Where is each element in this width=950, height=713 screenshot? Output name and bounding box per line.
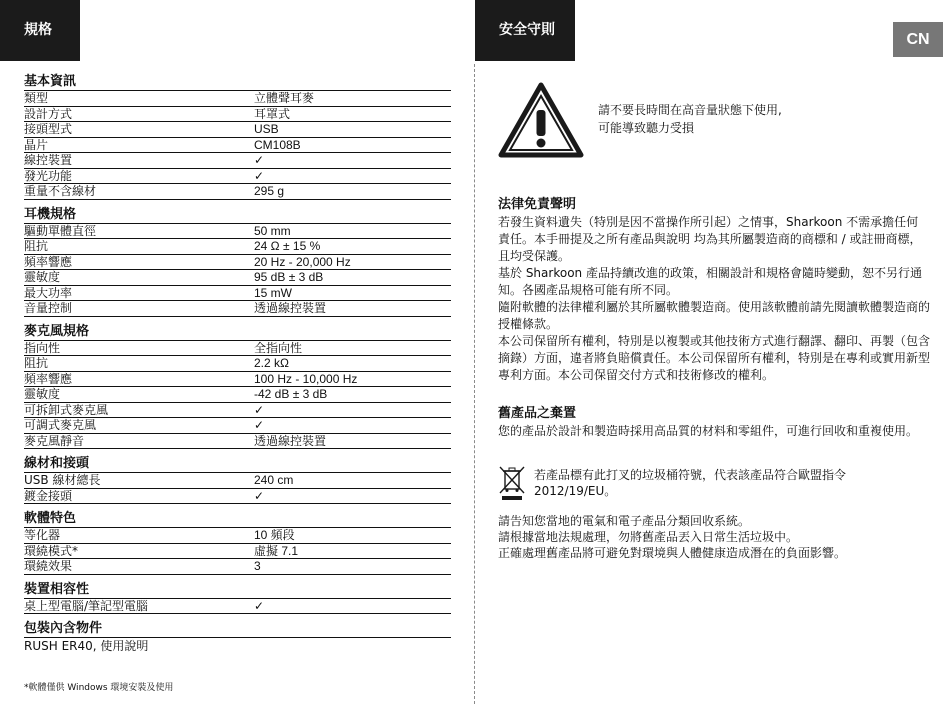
spec-row [24, 372, 451, 388]
legal-disclaimer [498, 196, 930, 384]
spec-label: 可拆卸式麥克風 [24, 402, 109, 417]
disposal-section [498, 405, 930, 440]
page-divider [474, 64, 475, 704]
spec-value: ✓ [254, 402, 265, 417]
spec-label: USB 線材總長 [24, 473, 101, 487]
spec-label: 靈敏度 [24, 270, 61, 284]
spec-row [24, 122, 451, 138]
spec-label: 最大功率 [24, 285, 73, 300]
spec-label: 驅動單體直徑 [24, 223, 97, 238]
spec-row [24, 107, 451, 123]
spec-row [24, 489, 451, 505]
spec-row [24, 286, 451, 302]
spec-row [24, 356, 451, 372]
spec-value: ✓ [254, 168, 265, 183]
spec-row [24, 599, 451, 615]
spec-label: 接頭型式 [24, 122, 73, 136]
legal-paragraph-3: 隨附軟體的法律權利屬於其所屬軟體製造商。使用該軟體前請先閱讀軟體製造商的授權條款。 [498, 300, 931, 331]
spec-row [24, 138, 451, 154]
hearing-warning [598, 101, 928, 137]
spec-value: 95 dB ± 3 dB [254, 270, 324, 284]
spec-label: 桌上型電腦/筆記型電腦 [24, 598, 149, 613]
spec-row [24, 544, 451, 560]
legal-paragraph-1: 若發生資料遺失（特別是因不當操作所引起）之情事，Sharkoon 不需承擔任何責任。本手冊提及之所有產品與說明 均為其所屬製造商的商標和 / 或註冊商標，且均受保護。 [498, 215, 922, 263]
spec-value: 透過線控裝置 [254, 301, 327, 315]
spec-value: CM108B [254, 137, 301, 152]
spec-row [24, 434, 451, 450]
spec-value: ✓ [254, 488, 265, 503]
spec-value: 3 [254, 559, 261, 573]
spec-value: 立體聲耳麥 [254, 91, 315, 105]
section-title-software: 軟體特色 [24, 510, 451, 528]
spec-value: 透過線控裝置 [254, 433, 327, 448]
recycling-line-3: 正確處理舊產品將可避免對環境與人體健康造成潛在的負面影響。 [498, 546, 847, 560]
spec-label: 重量不含線材 [24, 184, 97, 198]
hearing-warning-line-2: 可能導致聽力受損 [598, 121, 695, 135]
section-basic-rows [24, 91, 451, 200]
disposal-title: 舊產品之棄置 [498, 406, 577, 421]
section-title-earphone: 耳機規格 [24, 206, 451, 224]
section-title-compat: 裝置相容性 [24, 581, 451, 599]
legal-paragraph-2: 基於 Sharkoon 產品持續改進的政策，相關設計和規格會隨時變動，恕不另行通知。各國產品規格可能有所不同。 [498, 266, 922, 297]
section-mic-rows [24, 341, 451, 450]
specs-tab: 規格 [0, 0, 80, 61]
spec-label: 晶片 [24, 137, 49, 152]
spec-row [24, 153, 451, 169]
spec-label: 頻率響應 [24, 371, 73, 386]
spec-row [24, 224, 451, 240]
spec-row [24, 403, 451, 419]
spec-value: 15 mW [254, 285, 293, 300]
warning-triangle-icon [498, 82, 584, 158]
spec-row [24, 255, 451, 271]
spec-row [24, 270, 451, 286]
spec-row [24, 387, 451, 403]
spec-row [24, 418, 451, 434]
spec-row [24, 169, 451, 185]
spec-label: 鍍金接頭 [24, 488, 73, 503]
spec-value: 295 g [254, 184, 285, 198]
spec-value: 耳罩式 [254, 106, 291, 121]
recycling-line-2: 請根據當地法規處理，勿將舊產品丟入日常生活垃圾中。 [498, 530, 799, 544]
section-title-basic: 基本資訊 [24, 73, 451, 91]
specifications [24, 73, 451, 654]
spec-label: 阻抗 [24, 356, 49, 370]
spec-label: 類型 [24, 91, 49, 105]
spec-label: 靈敏度 [24, 387, 61, 401]
spec-value: 240 cm [254, 473, 294, 487]
spec-label: 線控裝置 [24, 153, 73, 167]
section-title-mic: 麥克風規格 [24, 323, 451, 341]
section-cable-rows [24, 473, 451, 504]
footnote: *軟體僅供 Windows 環境安裝及使用 [24, 683, 174, 693]
spec-label: 發光功能 [24, 168, 73, 183]
spec-label: 設計方式 [24, 106, 73, 121]
spec-value: 24 Ω ± 15 % [254, 239, 321, 253]
legal-paragraph-4: 本公司保留所有權利，特別是以複製或其他技術方式進行翻譯、翻印、再製（包含摘錄）方面，違者將負賠償責任。本公司保留所有權利，特別是在專利或實用新型專利方面。本公司保留交付方式和技術修改的權利。 [498, 334, 931, 382]
language-badge: CN [893, 22, 943, 57]
spec-row [24, 473, 451, 489]
spec-label: 頻率響應 [24, 254, 73, 269]
spec-row [24, 184, 451, 200]
spec-row [24, 341, 451, 357]
spec-value: ✓ [254, 598, 265, 613]
safety-tab: 安全守則 [475, 0, 575, 61]
spec-row [24, 559, 451, 575]
disposal-paragraph: 您的產品於設計和製造時採用高品質的材料和零組件，可進行回收和重複使用。 [498, 424, 919, 438]
spec-label: 環繞模式* [24, 543, 79, 558]
spec-row [24, 528, 451, 544]
spec-label: 環繞效果 [24, 559, 73, 573]
spec-row [24, 301, 451, 317]
spec-value: USB [254, 122, 279, 136]
recycling-info [498, 513, 930, 561]
spec-value: 全指向性 [254, 340, 303, 355]
spec-label: 可調式麥克風 [24, 418, 97, 432]
weee-notice: 若產品標有此打叉的垃圾桶符號，代表該產品符合歐盟指令 2012/19/EU。 [534, 468, 847, 498]
legal-title: 法律免責聲明 [498, 197, 577, 212]
spec-value: 2.2 kΩ [254, 356, 289, 370]
section-compat-rows [24, 599, 451, 615]
spec-label: 指向性 [24, 340, 61, 355]
spec-value: 100 Hz - 10,000 Hz [254, 371, 358, 386]
spec-value: -42 dB ± 3 dB [254, 387, 328, 401]
recycling-line-1: 請告知您當地的電氣和電子產品分類回收系統。 [498, 514, 751, 528]
spec-label: 麥克風靜音 [24, 433, 85, 448]
crossed-bin-icon [498, 465, 526, 501]
spec-row [24, 91, 451, 107]
spec-value: ✓ [254, 153, 265, 167]
spec-label: 音量控制 [24, 301, 73, 315]
hearing-warning-line-1: 請不要長時間在高音量狀態下使用, [598, 103, 782, 117]
spec-value: 20 Hz - 20,000 Hz [254, 254, 351, 269]
spec-label: 阻抗 [24, 239, 49, 253]
spec-row [24, 239, 451, 255]
spec-value: 50 mm [254, 223, 291, 238]
spec-value: 10 頻段 [254, 528, 295, 542]
spec-value: ✓ [254, 418, 265, 432]
section-title-package: 包裝內含物件 [24, 620, 451, 638]
section-title-cable: 線材和接頭 [24, 455, 451, 473]
section-earphone-rows [24, 224, 451, 317]
section-software-rows [24, 528, 451, 575]
spec-label: 等化器 [24, 528, 61, 542]
spec-value: 虛擬 7.1 [254, 543, 299, 558]
package-contents: RUSH ER40, 使用說明 [24, 639, 149, 653]
